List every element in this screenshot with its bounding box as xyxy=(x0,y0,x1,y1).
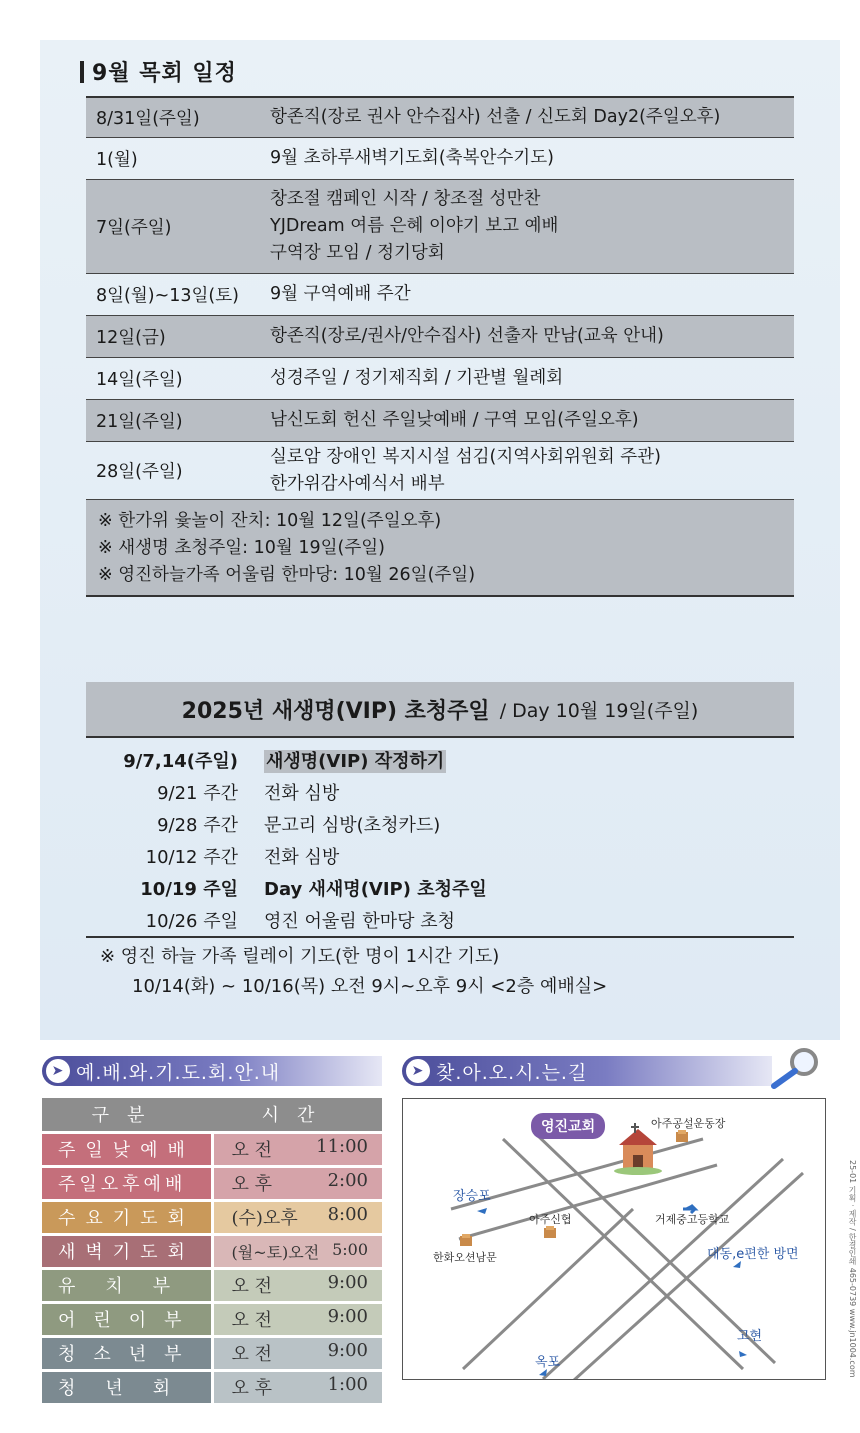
schedule-row xyxy=(86,442,794,500)
vip-date: 10/26 주일 xyxy=(145,911,238,932)
worship-row xyxy=(42,1234,382,1268)
vip-title-sub: / Day 10월 19일(주일) xyxy=(499,699,699,722)
map-label: 아주공설운동장 xyxy=(651,1117,726,1130)
vip-item xyxy=(86,872,794,904)
service-time: 오 전 11:00 xyxy=(212,1132,382,1166)
schedule-row xyxy=(86,180,794,274)
title-bar xyxy=(80,61,84,83)
vip-text: 전화 심방 xyxy=(264,783,340,804)
service-time: 오 후 2:00 xyxy=(212,1166,382,1200)
vip-item xyxy=(86,904,794,936)
map-heading-text: 찾.아.오.시.는.길 xyxy=(436,1061,588,1084)
col-header: 시간 xyxy=(212,1098,382,1132)
schedule-row xyxy=(86,98,794,138)
vip-list xyxy=(86,744,794,936)
service-time: 오 전 9:00 xyxy=(212,1302,382,1336)
schedule-date: 21일(주일) xyxy=(96,412,183,432)
service-time: (수)오후 8:00 xyxy=(212,1200,382,1234)
schedule-date: 1(월) xyxy=(96,150,138,170)
service-time: 오 후 1:00 xyxy=(212,1370,382,1404)
schedule-date: 8일(월)~13일(토) xyxy=(96,286,239,306)
note-line: ※ 영진하늘가족 어울림 한마당: 10월 26일(주일) xyxy=(98,565,476,585)
worship-table xyxy=(42,1098,382,1406)
map-heading xyxy=(402,1056,772,1086)
church-badge: 영진교회 xyxy=(531,1113,605,1139)
magnifier-icon xyxy=(768,1046,824,1090)
service-name: 주일낮예배 xyxy=(42,1132,212,1166)
building-icon xyxy=(459,1233,473,1247)
directions-map xyxy=(402,1098,826,1380)
schedule-date: 14일(주일) xyxy=(96,370,183,390)
schedule-notes xyxy=(86,500,794,597)
map-label: 옥포 xyxy=(535,1355,561,1370)
building-icon xyxy=(543,1225,557,1239)
vip-text: Day 새새명(VIP) 초청주일 xyxy=(264,879,487,900)
note-line: ※ 새생명 초청주일: 10월 19일(주일) xyxy=(98,538,385,558)
map-label: 거제중고등학교 xyxy=(655,1213,730,1226)
worship-row xyxy=(42,1268,382,1302)
col-header: 구분 xyxy=(42,1098,212,1132)
schedule-event: 성경주일 / 정기제직회 / 기관별 월례회 xyxy=(270,368,564,388)
vip-title-main: 2025년 새생명(VIP) 초청주일 xyxy=(181,698,490,724)
schedule-event: 9월 구역예배 주간 xyxy=(270,284,411,304)
service-name: 청년회 xyxy=(42,1370,212,1404)
relay-prayer xyxy=(100,942,607,1002)
vip-text: 영진 어울림 한마당 초청 xyxy=(264,911,456,932)
schedule-event: 항존직(장로 권사 안수집사) 선출 / 신도회 Day2(주일오후) xyxy=(270,107,721,127)
vip-item xyxy=(86,840,794,872)
vip-item xyxy=(86,744,794,776)
service-name: 유치부 xyxy=(42,1268,212,1302)
vip-date: 9/21 주간 xyxy=(157,783,238,804)
note-line: ※ 한가위 윷놀이 잔치: 10월 12일(주일오후) xyxy=(98,511,442,531)
map-label: 고현 xyxy=(737,1329,763,1344)
map-label: 대동,e편한 방면 xyxy=(707,1247,799,1262)
worship-row xyxy=(42,1166,382,1200)
schedule-date: 8/31일(주일) xyxy=(96,109,200,129)
schedule-event: 실로암 장애인 복지시설 섬김(지역사회위원회 주관) 한가위감사예식서 배부 xyxy=(270,446,661,494)
schedule-table xyxy=(86,96,794,597)
service-name: 청소년부 xyxy=(42,1336,212,1370)
map-label: 아주신협 xyxy=(529,1213,572,1226)
vip-text: 전화 심방 xyxy=(264,847,340,868)
schedule-row xyxy=(86,138,794,180)
worship-heading xyxy=(42,1056,382,1086)
schedule-row xyxy=(86,400,794,442)
schedule-title-text: 9월 목회 일정 xyxy=(92,61,237,86)
service-name: 새벽기도회 xyxy=(42,1234,212,1268)
schedule-date: 28일(주일) xyxy=(96,462,183,482)
worship-row xyxy=(42,1370,382,1404)
service-time: (월~토)오전 5:00 xyxy=(212,1234,382,1268)
vip-date: 10/19 주일 xyxy=(140,879,238,900)
worship-header-row xyxy=(42,1098,382,1132)
vip-text: 새생명(VIP) 작정하기 xyxy=(266,751,445,772)
relay-line: 10/14(화) ~ 10/16(목) 오전 9시~오후 9시 <2층 예배실> xyxy=(132,976,608,997)
service-name: 수요기도회 xyxy=(42,1200,212,1234)
service-time: 오 전 9:00 xyxy=(212,1336,382,1370)
vip-text: 문고리 심방(초청카드) xyxy=(264,815,441,836)
relay-line: ※ 영진 하늘 가족 릴레이 기도(한 명이 1시간 기도) xyxy=(100,946,500,967)
vip-item xyxy=(86,776,794,808)
worship-row xyxy=(42,1200,382,1234)
schedule-row xyxy=(86,316,794,358)
vip-date: 9/28 주간 xyxy=(157,815,238,836)
worship-heading-text: 예.배.와.기.도.회.안.내 xyxy=(76,1061,281,1084)
schedule-row xyxy=(86,358,794,400)
worship-row xyxy=(42,1336,382,1370)
vip-date: 9/7,14(주일) xyxy=(123,751,238,772)
schedule-event: 9월 초하루새벽기도회(축복안수기도) xyxy=(270,148,554,168)
vip-item xyxy=(86,808,794,840)
schedule-event: 창조절 캠페인 시작 / 창조절 성만찬 YJDream 여름 은혜 이야기 보고 예배 구역장 모임 / 정기당회 xyxy=(270,189,559,263)
schedule-date: 12일(금) xyxy=(96,328,166,348)
worship-row xyxy=(42,1302,382,1336)
schedule-date: 7일(주일) xyxy=(96,218,172,238)
service-name: 어린이부 xyxy=(42,1302,212,1336)
dove-icon: ➤ xyxy=(46,1059,70,1083)
service-time: 오 전 9:00 xyxy=(212,1268,382,1302)
building-icon xyxy=(675,1129,689,1143)
divider xyxy=(86,936,794,938)
vip-date: 10/12 주간 xyxy=(145,847,238,868)
worship-row xyxy=(42,1132,382,1166)
map-label: 한화오션남문 xyxy=(433,1251,497,1264)
side-imprint: 25-01 기획 · 제작 / 한결인쇄 465-0739 www.jn1004.com xyxy=(848,1160,857,1378)
schedule-event: 남신도회 헌신 주일낮예배 / 구역 모임(주일오후) xyxy=(270,410,639,430)
vip-title xyxy=(86,682,794,738)
map-label: 장승포 xyxy=(453,1189,491,1204)
schedule-event: 항존직(장로/권사/안수집사) 선출자 만남(교육 안내) xyxy=(270,326,664,346)
schedule-row xyxy=(86,274,794,316)
dove-icon: ➤ xyxy=(406,1059,430,1083)
schedule-title xyxy=(80,56,237,87)
service-name: 주일오후예배 xyxy=(42,1166,212,1200)
